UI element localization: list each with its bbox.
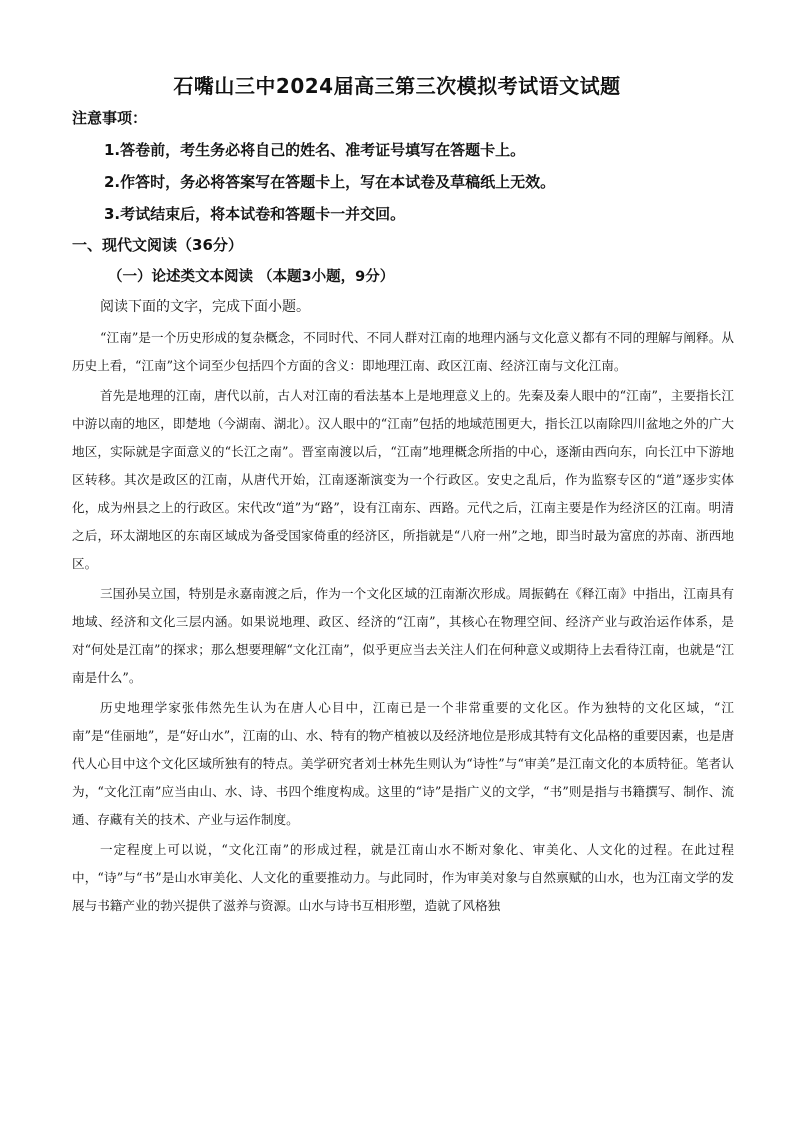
section-heading: 一、现代文阅读（36分） bbox=[72, 236, 243, 254]
passage-paragraph-3: 三国孙吴立国，特别是永嘉南渡之后，作为一个文化区域的江南渐次形成。周振鹤在《释江南》中指出，江南具有地域、经济和文化三层内涵。如果说地理、政区、经济的“江南”，其核心在物理空间、经济产业与政治运作体系，是对“何处是江南”的探求；那么想要理解“文化江南”，似乎更应当去关注人们在何种意义或期待上去看待江南，也就是“江南是什么”。 bbox=[72, 586, 734, 685]
passage-paragraph-4: 历史地理学家张伟然先生认为在唐人心目中，江南已是一个非常重要的文化区。作为独特的文化区域，“江南”是“佳丽地”，是“好山水”，江南的山、水、特有的物产植被以及经济地位是形成其特有文化品格的重要因素，也是唐代人心目中这个文化区域所独有的特点。美学研究者刘士林先生则认为“诗性”与“审美”是江南文化的本质特征。笔者认为，“文化江南”应当由山、水、诗、书四个维度构成。这里的“诗”是指广义的文学，“书”则是指与书籍撰写、制作、流通、存藏有关的技术、产业与运作制度。 bbox=[72, 700, 734, 827]
notice-item-3: 3.考试结束后，将本试卷和答题卡一并交回。 bbox=[104, 205, 406, 223]
passage-paragraph-1: “江南”是一个历史形成的复杂概念，不同时代、不同人群对江南的地理内涵与文化意义都有不同的理解与阐释。从历史上看，“江南”这个词至少包括四个方面的含义：即地理江南、政区江南、经济江南与文化江南。 bbox=[72, 330, 734, 373]
exam-title: 石嘴山三中2024届高三第三次模拟考试语文试题 bbox=[173, 74, 621, 98]
passage-paragraph-5: 一定程度上可以说，“文化江南”的形成过程，就是江南山水不断对象化、审美化、人文化的过程。在此过程中，“诗”与“书”是山水审美化、人文化的重要推动力。与此同时，作为审美对象与自然禀赋的山水，也为江南文学的发展与书籍产业的勃兴提供了滋养与资源。山水与诗书互相形塑，造就了风格独 bbox=[72, 842, 734, 913]
passage-paragraph-2: 首先是地理的江南，唐代以前，古人对江南的看法基本上是地理意义上的。先秦及秦人眼中的“江南”，主要指长江中游以南的地区，即楚地（今湖南、湖北）。汉人眼中的“江南”包括的地域范围更大，指长江以南除四川盆地之外的广大地区，实际就是字面意义的“长江之南”。晋室南渡以后，“江南”地理概念所指的中心，逐渐由西向东，向长江中下游地区转移。其次是政区的江南，从唐代开始，江南逐渐演变为一个行政区。安史之乱后，作为监察专区的“道”逐步实体化，成为州县之上的行政区。宋代改“道”为“路”，设有江南东、西路。元代之后，江南主要是作为经济区的江南。明清之后，环太湖地区的东南区域成为备受国家倚重的经济区，所指就是“八府一州”之地，即当时最为富庶的苏南、浙西地区。 bbox=[72, 388, 734, 571]
notice-item-1: 1.答卷前，考生务必将自己的姓名、准考证号填写在答题卡上。 bbox=[104, 141, 526, 159]
subsection-heading: （一）论述类文本阅读 （本题3小题，9分） bbox=[108, 269, 395, 285]
notice-item-2: 2.作答时，务必将答案写在答题卡上，写在本试卷及草稿纸上无效。 bbox=[104, 173, 556, 191]
notice-heading: 注意事项： bbox=[72, 109, 148, 127]
reading-passage bbox=[72, 324, 734, 922]
reading-instruction: 阅读下面的文字，完成下面小题。 bbox=[100, 299, 310, 315]
